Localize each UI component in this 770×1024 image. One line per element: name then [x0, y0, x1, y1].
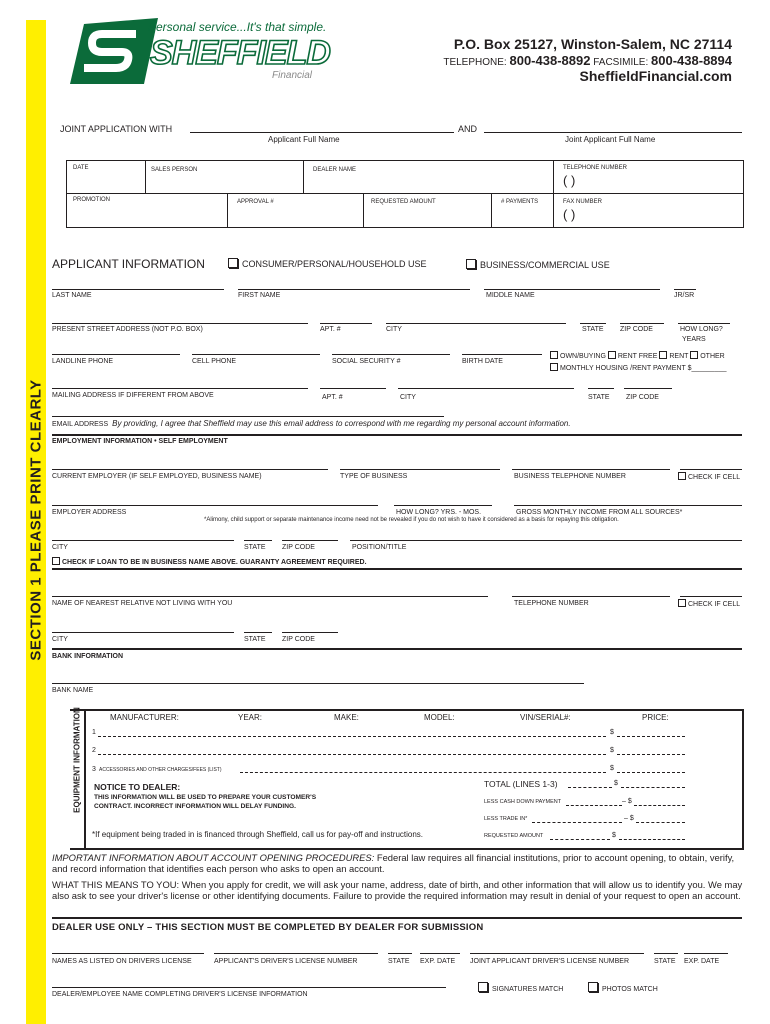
divider	[52, 434, 742, 436]
current-employer-label: CURRENT EMPLOYER (IF SELF EMPLOYED, BUSINESS NAME)	[52, 473, 262, 480]
license-state-field[interactable]	[388, 953, 412, 954]
type-business-label: TYPE OF BUSINESS	[340, 473, 408, 480]
cell-label: CELL PHONE	[192, 358, 237, 365]
joint-exp-field[interactable]	[684, 953, 728, 954]
check-loan-label: CHECK IF LOAN TO BE IN BUSINESS NAME ABOVE. GUARANTY AGREEMENT REQUIRED.	[62, 559, 367, 566]
names-license-field[interactable]	[52, 953, 204, 954]
monthly-housing-checkbox[interactable]	[550, 363, 558, 371]
less-cash-dots	[566, 805, 622, 806]
names-license-label: NAMES AS LISTED ON DRIVERS LICENSE	[52, 958, 192, 965]
rent-free-label: RENT FREE	[617, 353, 658, 360]
email-consent: By providing, I agree that Sheffield may use this email address to correspond with me regarding my personal account information.	[112, 419, 571, 428]
state-label: STATE	[582, 326, 604, 333]
total-dots	[568, 787, 612, 788]
apt2-label: APT. #	[322, 394, 343, 401]
joint-license-field[interactable]	[470, 953, 644, 954]
row-3-number: 3	[92, 766, 96, 773]
payments-label: # PAYMENTS	[501, 199, 539, 205]
emp-how-long-field[interactable]	[394, 505, 492, 506]
photos-match-label: PHOTOS MATCH	[602, 986, 658, 993]
company-address: P.O. Box 25127, Winston-Salem, NC 27114	[453, 36, 732, 52]
telephone-paren[interactable]: ( )	[563, 173, 576, 188]
year-header: YEAR:	[238, 713, 263, 722]
jr-sr-label: JR/SR	[674, 292, 695, 299]
email-row	[52, 419, 571, 428]
housing-options	[550, 351, 725, 360]
company-contact	[443, 36, 732, 84]
section-label: SECTION 1 PLEASE PRINT CLEARLY	[27, 379, 45, 661]
row-3-field[interactable]	[240, 772, 606, 773]
less-cash-minus: – $	[622, 798, 632, 805]
approval-label: APPROVAL #	[237, 199, 274, 205]
dealer-name-label: DEALER NAME	[313, 167, 357, 173]
model-header: MODEL:	[424, 713, 455, 722]
telephone-number: 800-438-8892	[509, 53, 591, 68]
less-cash-label: LESS CASH DOWN PAYMENT	[484, 799, 562, 805]
gross-income-field[interactable]	[514, 505, 742, 506]
business-checkbox[interactable]	[466, 259, 476, 269]
check-cell-label: CHECK IF CELL	[688, 474, 741, 481]
license-exp-field[interactable]	[420, 953, 460, 954]
applicant-full-name-caption: Applicant Full Name	[268, 135, 340, 144]
state-field[interactable]	[580, 323, 606, 324]
last-name-field[interactable]	[52, 289, 224, 290]
ssn-label: SOCIAL SECURITY #	[332, 358, 401, 365]
city-label: CITY	[386, 326, 402, 333]
signatures-match-checkbox[interactable]	[478, 982, 488, 992]
street-field[interactable]	[52, 323, 308, 324]
type-business-field[interactable]	[340, 469, 500, 470]
rent-checkbox[interactable]	[659, 351, 667, 359]
facsimile-label: FACSIMILE:	[593, 57, 649, 68]
vin-header: VIN/SERIAL#:	[520, 713, 571, 722]
logo-brand: SHEFFIELD	[150, 34, 330, 72]
position-field[interactable]	[350, 540, 742, 541]
emp-zip-field[interactable]	[282, 540, 338, 541]
employee-name-label: DEALER/EMPLOYEE NAME COMPLETING DRIVER'S LICENSE INFORMATION	[52, 991, 308, 998]
less-trade-label: LESS TRADE IN*	[484, 816, 528, 822]
other-checkbox[interactable]	[690, 351, 698, 359]
row-2-dollar: $	[610, 747, 614, 754]
relative-cell-option[interactable]	[678, 599, 740, 608]
jr-sr-field[interactable]	[674, 289, 696, 290]
bank-name-field[interactable]	[52, 683, 584, 684]
emp-zip-label: ZIP CODE	[282, 544, 315, 551]
accessories-label: ACCESSORIES AND OTHER CHARGES/FEES (LIST)	[99, 767, 222, 773]
first-name-label: FIRST NAME	[238, 292, 281, 299]
relative-phone-label: TELEPHONE NUMBER	[514, 600, 589, 607]
emp-city-field[interactable]	[52, 540, 234, 541]
position-label: POSITION/TITLE	[352, 544, 407, 551]
gross-income-label: GROSS MONTHLY INCOME FROM ALL SOURCES*	[516, 509, 683, 516]
notice-title: NOTICE TO DEALER:	[94, 782, 181, 792]
birth-date-field[interactable]	[462, 354, 542, 355]
zip-label: ZIP CODE	[620, 326, 653, 333]
make-header: MAKE:	[334, 713, 359, 722]
joint-state-field[interactable]	[654, 953, 678, 954]
license-exp-label: EXP. DATE	[420, 958, 456, 965]
photos-match-checkbox[interactable]	[588, 982, 598, 992]
row-2-price[interactable]	[617, 754, 685, 755]
business-use-option[interactable]	[466, 259, 610, 270]
bank-name-label: BANK NAME	[52, 687, 94, 694]
relative-phone-field[interactable]	[512, 596, 670, 597]
first-name-field[interactable]	[238, 289, 470, 290]
alimony-note: *Alimony, child support or separate maintenance income need not be revealed if you do not wish to have it considered as a basis for repaying this obligation.	[204, 517, 619, 523]
relative-state-label: STATE	[244, 636, 266, 643]
and-label: AND	[458, 124, 478, 134]
joint-applicant-full-name-field[interactable]	[484, 132, 742, 133]
telephone-number-label: TELEPHONE NUMBER	[563, 165, 628, 171]
row-1-field[interactable]	[98, 736, 606, 737]
divider	[52, 648, 742, 650]
requested-field[interactable]	[619, 839, 685, 840]
total-dollar: $	[614, 780, 618, 787]
fax-paren[interactable]: ( )	[563, 207, 576, 222]
row-3-dollar: $	[610, 765, 614, 772]
consumer-label: CONSUMER/PERSONAL/HOUSEHOLD USE	[242, 259, 427, 269]
years-label: YEARS	[682, 336, 706, 343]
current-employer-field[interactable]	[52, 469, 328, 470]
own-checkbox[interactable]	[550, 351, 558, 359]
logo-brand-sub: Financial	[272, 70, 313, 81]
logo-tagline: Personal service...It's that simple.	[148, 20, 327, 34]
city2-label: CITY	[400, 394, 416, 401]
check-loan-checkbox[interactable]	[52, 557, 60, 565]
applicant-license-field[interactable]	[214, 953, 378, 954]
birth-date-label: BIRTH DATE	[462, 358, 503, 365]
employee-name-field[interactable]	[52, 987, 446, 988]
total-field[interactable]	[621, 787, 685, 788]
what-this-means: WHAT THIS MEANS TO YOU: When you apply for credit, we will ask your name, address, date of birth, and other information that will allow us to identify you. We may also ask to see your driver's license or other identifying documents. Failure to provide the required information may result in denial of your request to open an account.	[52, 879, 743, 901]
requested-dots	[550, 839, 610, 840]
applicant-info-title: APPLICANT INFORMATION	[52, 257, 205, 271]
other-label: OTHER	[700, 353, 725, 360]
signatures-match-label: SIGNATURES MATCH	[492, 986, 564, 993]
landline-field[interactable]	[52, 354, 180, 355]
dealer-use-title: DEALER USE ONLY – THIS SECTION MUST BE COMPLETED BY DEALER FOR SUBMISSION	[52, 922, 484, 933]
joint-state-label: STATE	[654, 958, 676, 965]
joint-exp-label: EXP. DATE	[684, 958, 720, 965]
business-phone-label: BUSINESS TELEPHONE NUMBER	[514, 473, 626, 480]
relative-cell-label: CHECK IF CELL	[688, 601, 741, 608]
company-website: SheffieldFinancial.com	[579, 68, 732, 84]
emp-state-label: STATE	[244, 544, 266, 551]
zip-field[interactable]	[620, 323, 664, 324]
important-head: IMPORTANT INFORMATION ABOUT ACCOUNT OPENING PROCEDURES:	[52, 852, 375, 863]
mailing-label: MAILING ADDRESS IF DIFFERENT FROM ABOVE	[52, 392, 214, 399]
row-1-number: 1	[92, 729, 96, 736]
apt-label: APT. #	[320, 326, 341, 333]
requested-label: REQUESTED AMOUNT	[484, 833, 544, 839]
relative-name-field[interactable]	[52, 596, 488, 597]
relative-cell-checkbox[interactable]	[678, 599, 686, 607]
bank-title: BANK INFORMATION	[52, 653, 124, 660]
row-3-price[interactable]	[617, 772, 685, 773]
how-long-field[interactable]	[678, 323, 730, 324]
business-phone-field[interactable]	[512, 469, 670, 470]
monthly-housing-option	[550, 363, 727, 372]
own-label: OWN/BUYING	[560, 353, 606, 360]
promotion-label: PROMOTION	[73, 197, 110, 203]
manufacturer-header: MANUFACTURER:	[110, 713, 179, 722]
zip2-field[interactable]	[624, 388, 672, 389]
email-label: EMAIL ADDRESS	[52, 421, 109, 428]
state2-field[interactable]	[588, 388, 614, 389]
employment-title: EMPLOYMENT INFORMATION • SELF EMPLOYMENT	[52, 438, 228, 445]
less-trade-minus: – $	[624, 815, 634, 822]
fax-number-label: FAX NUMBER	[563, 199, 603, 205]
employer-address-field[interactable]	[52, 505, 378, 506]
relative-state-field[interactable]	[244, 632, 272, 633]
relative-cell-line	[680, 596, 742, 597]
check-cell-checkbox[interactable]	[678, 472, 686, 480]
joint-application-label: JOINT APPLICATION WITH	[60, 124, 173, 134]
consumer-checkbox[interactable]	[228, 258, 238, 268]
row-2-number: 2	[92, 747, 96, 754]
row-1-price[interactable]	[617, 736, 685, 737]
important-text: Federal law requires all financial institutions, prior to account opening, to obtain, verify, and record information that identifies each person who asks to open an account.	[52, 852, 735, 874]
divider	[52, 917, 742, 919]
signatures-match-option[interactable]	[478, 982, 563, 993]
requested-dollar: $	[612, 832, 616, 839]
check-cell-line	[680, 469, 742, 470]
apt2-field[interactable]	[320, 388, 386, 389]
row-2-field[interactable]	[98, 754, 606, 755]
check-cell-option[interactable]	[678, 472, 740, 481]
equipment-left-border	[84, 709, 86, 848]
emp-how-long-label: HOW LONG? YRS. - MOS.	[396, 509, 482, 516]
relative-city-field[interactable]	[52, 632, 234, 633]
joint-license-label: JOINT APPLICANT DRIVER'S LICENSE NUMBER	[470, 958, 630, 965]
email-field[interactable]	[52, 416, 444, 417]
street-label: PRESENT STREET ADDRESS (NOT P.O. BOX)	[52, 326, 203, 333]
facsimile-number: 800-438-8894	[651, 53, 732, 68]
less-cash-field[interactable]	[634, 805, 685, 806]
license-state-label: STATE	[388, 958, 410, 965]
photos-match-option[interactable]	[588, 982, 658, 993]
divider	[52, 568, 742, 570]
emp-city-label: CITY	[52, 544, 68, 551]
apt-field[interactable]	[320, 323, 372, 324]
landline-label: LANDLINE PHONE	[52, 358, 114, 365]
employer-address-label: EMPLOYER ADDRESS	[52, 509, 127, 516]
important-info	[52, 852, 744, 874]
city-field[interactable]	[386, 323, 566, 324]
mailing-field[interactable]	[52, 388, 308, 389]
company-phones	[443, 53, 732, 68]
ssn-field[interactable]	[332, 354, 450, 355]
price-header: PRICE:	[642, 713, 669, 722]
middle-name-field[interactable]	[484, 289, 660, 290]
applicant-full-name-field[interactable]	[190, 132, 454, 133]
cell-field[interactable]	[192, 354, 320, 355]
equipment-box	[70, 709, 744, 850]
business-label: BUSINESS/COMMERCIAL USE	[480, 260, 610, 270]
trade-note: *If equipment being traded in is financed through Sheffield, call us for pay-off and instructions.	[92, 830, 424, 839]
relative-zip-label: ZIP CODE	[282, 636, 315, 643]
notice-line-2: CONTRACT. INCORRECT INFORMATION WILL DELAY FUNDING.	[94, 803, 296, 810]
joint-applicant-caption: Joint Applicant Full Name	[565, 135, 656, 144]
emp-state-field[interactable]	[244, 540, 272, 541]
telephone-label: TELEPHONE:	[443, 57, 507, 68]
last-name-label: LAST NAME	[52, 292, 92, 299]
less-trade-dots	[532, 822, 622, 823]
relative-name-label: NAME OF NEAREST RELATIVE NOT LIVING WITH YOU	[52, 600, 233, 607]
dealer-info-box	[66, 160, 744, 228]
consumer-use-option[interactable]	[228, 258, 427, 269]
city2-field[interactable]	[398, 388, 574, 389]
equipment-side-label: EQUIPMENT INFORMATION	[72, 707, 82, 813]
sales-person-label: SALES PERSON	[151, 167, 198, 173]
relative-city-label: CITY	[52, 636, 68, 643]
relative-zip-field[interactable]	[282, 632, 338, 633]
less-trade-field[interactable]	[636, 822, 685, 823]
rent-label: RENT	[669, 353, 689, 360]
notice-line-1: THIS INFORMATION WILL BE USED TO PREPARE YOUR CUSTOMER'S	[94, 794, 317, 801]
how-long-label: HOW LONG?	[680, 326, 723, 333]
row-1-dollar: $	[610, 729, 614, 736]
rent-free-checkbox[interactable]	[608, 351, 616, 359]
state2-label: STATE	[588, 394, 610, 401]
total-label: TOTAL (LINES 1-3)	[484, 779, 558, 789]
date-label: DATE	[73, 165, 89, 171]
middle-name-label: MIDDLE NAME	[486, 292, 535, 299]
monthly-housing-label: MONTHLY HOUSING /RENT PAYMENT $_________	[560, 365, 727, 372]
requested-amount-label: REQUESTED AMOUNT	[371, 199, 436, 205]
zip2-label: ZIP CODE	[626, 394, 659, 401]
check-loan-option[interactable]	[52, 557, 367, 566]
applicant-license-label: APPLICANT'S DRIVER'S LICENSE NUMBER	[214, 958, 358, 965]
